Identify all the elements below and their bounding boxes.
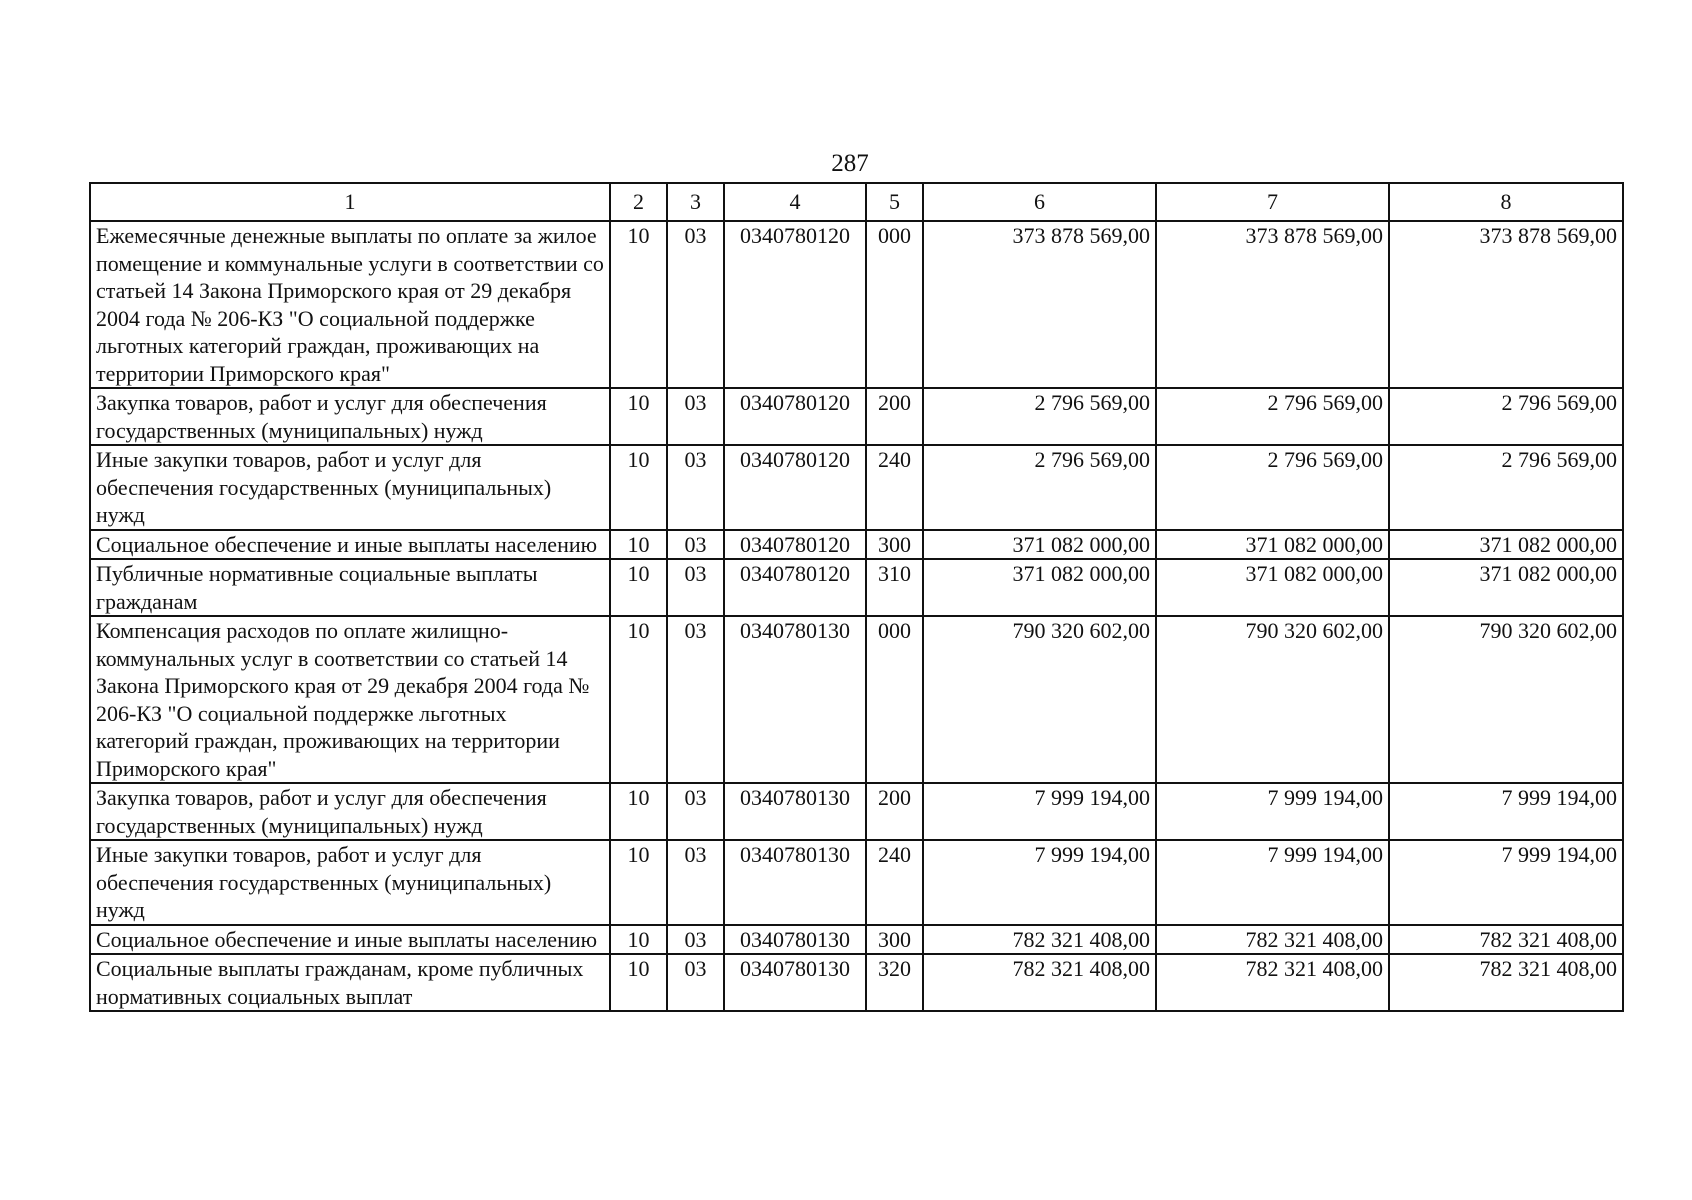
row-name: Закупка товаров, работ и услуг для обеспечения государственных (муниципальных) нужд <box>90 388 610 445</box>
row-amount-col8: 371 082 000,00 <box>1389 559 1623 616</box>
row-target-article: 0340780120 <box>724 445 866 530</box>
row-target-article: 0340780120 <box>724 388 866 445</box>
table-row <box>90 388 1623 445</box>
table-row <box>90 559 1623 616</box>
row-expense-type: 300 <box>866 530 923 560</box>
row-expense-type: 200 <box>866 388 923 445</box>
column-header-2: 2 <box>610 183 667 221</box>
row-amount-col8: 2 796 569,00 <box>1389 445 1623 530</box>
header-row <box>90 183 1623 221</box>
row-expense-type: 000 <box>866 221 923 388</box>
row-amount-col7: 371 082 000,00 <box>1156 559 1389 616</box>
row-amount-col6: 782 321 408,00 <box>923 954 1156 1011</box>
row-amount-col7: 371 082 000,00 <box>1156 530 1389 560</box>
row-subsection: 03 <box>667 840 724 925</box>
row-expense-type: 310 <box>866 559 923 616</box>
row-target-article: 0340780120 <box>724 530 866 560</box>
table-row <box>90 954 1623 1011</box>
row-name: Социальное обеспечение и иные выплаты населению <box>90 925 610 955</box>
row-amount-col6: 373 878 569,00 <box>923 221 1156 388</box>
row-subsection: 03 <box>667 616 724 783</box>
row-amount-col6: 790 320 602,00 <box>923 616 1156 783</box>
row-subsection: 03 <box>667 925 724 955</box>
row-subsection: 03 <box>667 530 724 560</box>
row-subsection: 03 <box>667 783 724 840</box>
row-amount-col7: 7 999 194,00 <box>1156 783 1389 840</box>
row-target-article: 0340780120 <box>724 559 866 616</box>
row-amount-col8: 7 999 194,00 <box>1389 840 1623 925</box>
row-expense-type: 240 <box>866 445 923 530</box>
table-row <box>90 783 1623 840</box>
row-amount-col7: 790 320 602,00 <box>1156 616 1389 783</box>
row-name: Иные закупки товаров, работ и услуг для обеспечения государственных (муниципальных) нужд <box>90 445 610 530</box>
column-header-4: 4 <box>724 183 866 221</box>
row-target-article: 0340780130 <box>724 783 866 840</box>
row-subsection: 03 <box>667 445 724 530</box>
row-subsection: 03 <box>667 954 724 1011</box>
row-amount-col8: 782 321 408,00 <box>1389 925 1623 955</box>
row-amount-col6: 2 796 569,00 <box>923 445 1156 530</box>
row-amount-col6: 2 796 569,00 <box>923 388 1156 445</box>
row-amount-col8: 373 878 569,00 <box>1389 221 1623 388</box>
row-section: 10 <box>610 388 667 445</box>
column-header-6: 6 <box>923 183 1156 221</box>
row-target-article: 0340780130 <box>724 925 866 955</box>
row-subsection: 03 <box>667 559 724 616</box>
row-amount-col8: 782 321 408,00 <box>1389 954 1623 1011</box>
row-amount-col6: 371 082 000,00 <box>923 530 1156 560</box>
column-header-8: 8 <box>1389 183 1623 221</box>
row-section: 10 <box>610 530 667 560</box>
column-header-7: 7 <box>1156 183 1389 221</box>
row-amount-col7: 2 796 569,00 <box>1156 445 1389 530</box>
row-section: 10 <box>610 840 667 925</box>
row-amount-col7: 782 321 408,00 <box>1156 925 1389 955</box>
row-amount-col6: 371 082 000,00 <box>923 559 1156 616</box>
row-amount-col6: 7 999 194,00 <box>923 783 1156 840</box>
row-name: Закупка товаров, работ и услуг для обеспечения государственных (муниципальных) нужд <box>90 783 610 840</box>
table-header <box>90 183 1623 221</box>
row-target-article: 0340780120 <box>724 221 866 388</box>
row-amount-col7: 373 878 569,00 <box>1156 221 1389 388</box>
column-header-1: 1 <box>90 183 610 221</box>
row-name: Ежемесячные денежные выплаты по оплате за жилое помещение и коммунальные услуги в соответствии со статьей 14 Закона Приморского края от 29 декабря 2004 года № 206-КЗ "О социальной поддержке льготных категорий граждан, проживающих на территории Приморского края" <box>90 221 610 388</box>
row-name: Компенсация расходов по оплате жилищно-коммунальных услуг в соответствии со статьей 14 Закона Приморского края от 29 декабря 2004 года № 206-КЗ "О социальной поддержке льготных категорий граждан, проживающих на территории Приморского края" <box>90 616 610 783</box>
row-target-article: 0340780130 <box>724 616 866 783</box>
row-name: Социальные выплаты гражданам, кроме публичных нормативных социальных выплат <box>90 954 610 1011</box>
row-amount-col6: 782 321 408,00 <box>923 925 1156 955</box>
column-header-3: 3 <box>667 183 724 221</box>
row-target-article: 0340780130 <box>724 840 866 925</box>
row-amount-col8: 371 082 000,00 <box>1389 530 1623 560</box>
table-row <box>90 616 1623 783</box>
table-row <box>90 530 1623 560</box>
budget-table <box>89 182 1624 1012</box>
row-section: 10 <box>610 925 667 955</box>
row-amount-col7: 7 999 194,00 <box>1156 840 1389 925</box>
row-amount-col8: 790 320 602,00 <box>1389 616 1623 783</box>
row-expense-type: 300 <box>866 925 923 955</box>
column-header-5: 5 <box>866 183 923 221</box>
row-name: Публичные нормативные социальные выплаты гражданам <box>90 559 610 616</box>
row-section: 10 <box>610 559 667 616</box>
table-row <box>90 925 1623 955</box>
table-row <box>90 221 1623 388</box>
row-name: Социальное обеспечение и иные выплаты населению <box>90 530 610 560</box>
table-row <box>90 840 1623 925</box>
row-expense-type: 240 <box>866 840 923 925</box>
page-number: 287 <box>831 150 869 177</box>
row-expense-type: 320 <box>866 954 923 1011</box>
table-row <box>90 445 1623 530</box>
row-name: Иные закупки товаров, работ и услуг для обеспечения государственных (муниципальных) нужд <box>90 840 610 925</box>
row-amount-col7: 2 796 569,00 <box>1156 388 1389 445</box>
row-section: 10 <box>610 616 667 783</box>
row-expense-type: 200 <box>866 783 923 840</box>
row-amount-col6: 7 999 194,00 <box>923 840 1156 925</box>
row-target-article: 0340780130 <box>724 954 866 1011</box>
row-subsection: 03 <box>667 388 724 445</box>
row-section: 10 <box>610 445 667 530</box>
row-section: 10 <box>610 954 667 1011</box>
row-expense-type: 000 <box>866 616 923 783</box>
row-amount-col8: 7 999 194,00 <box>1389 783 1623 840</box>
table-body <box>90 221 1623 1011</box>
row-amount-col8: 2 796 569,00 <box>1389 388 1623 445</box>
row-amount-col7: 782 321 408,00 <box>1156 954 1389 1011</box>
row-subsection: 03 <box>667 221 724 388</box>
row-section: 10 <box>610 221 667 388</box>
row-section: 10 <box>610 783 667 840</box>
